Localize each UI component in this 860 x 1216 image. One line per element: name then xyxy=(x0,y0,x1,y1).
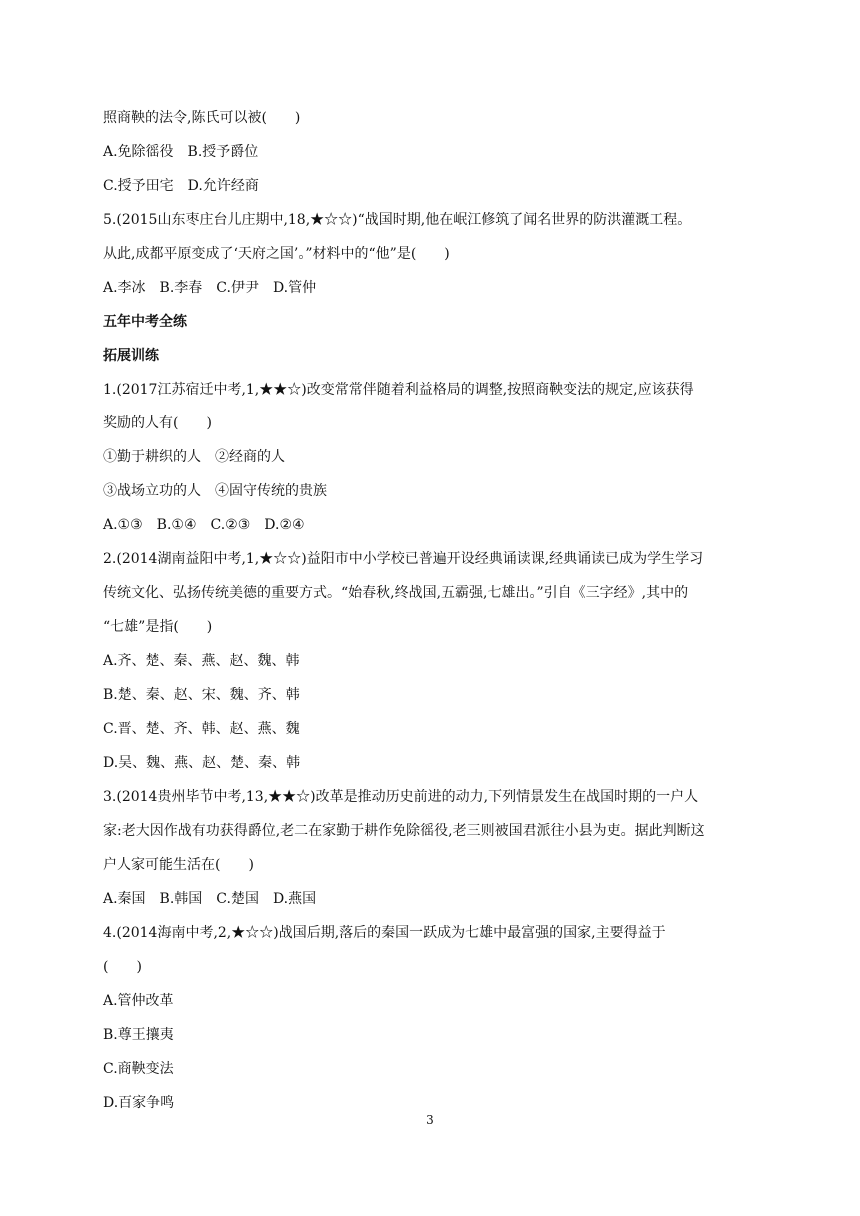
question-3: 3.(2014贵州毕节中考,13,★★☆)改革是推动历史前进的动力,下列情景发生在战国时期的一户人 xyxy=(103,789,699,805)
text-line: 传统文化、弘扬传统美德的重要方式。“始春秋,终战国,五霸强,七雄出。”引自《三字经》,其中的 xyxy=(103,585,689,601)
question-2: 2.(2014湖南益阳中考,1,★☆☆)益阳市中小学校已普遍开设经典诵读课,经典诵读已成为学生学习 xyxy=(103,551,704,567)
question-1: 1.(2017江苏宿迁中考,1,★★☆)改变常常伴随着利益格局的调整,按照商鞅变法的规定,应该获得 xyxy=(103,382,694,398)
option-line: D.百家争鸣 xyxy=(103,1095,175,1111)
text-line: 照商鞅的法令,陈氏可以被( ) xyxy=(103,110,301,126)
text-line: ( ) xyxy=(103,959,142,975)
option-line: A.管仲改革 xyxy=(103,993,174,1009)
option-line: B.楚、秦、赵、宋、魏、齐、韩 xyxy=(103,687,300,703)
option-line: ①勤于耕织的人 ②经商的人 xyxy=(103,449,285,465)
subsection-heading: 拓展训练 xyxy=(103,348,159,364)
text-line: 户人家可能生活在( ) xyxy=(103,857,254,873)
option-line: A.①③ B.①④ C.②③ D.②④ xyxy=(103,517,305,533)
text-line: 从此,成都平原变成了‘天府之国’。”材料中的“他”是( ) xyxy=(103,246,450,262)
page-number: 3 xyxy=(426,1113,434,1127)
text-line: “七雄”是指( ) xyxy=(103,619,213,635)
option-line: B.尊王攘夷 xyxy=(103,1027,174,1043)
option-line: A.齐、楚、秦、燕、赵、魏、韩 xyxy=(103,653,300,669)
option-line: C.晋、楚、齐、韩、赵、燕、魏 xyxy=(103,721,300,737)
option-line: C.商鞅变法 xyxy=(103,1061,174,1077)
option-line: C.授予田宅 D.允许经商 xyxy=(103,178,259,194)
text-line: 奖励的人有( ) xyxy=(103,415,212,431)
option-line: ③战场立功的人 ④固守传统的贵族 xyxy=(103,483,327,499)
question-5: 5.(2015山东枣庄台儿庄期中,18,★☆☆)“战国时期,他在岷江修筑了闻名世界的防洪灌溉工程。 xyxy=(103,212,692,228)
text-line: 家:老大因作战有功获得爵位,老二在家勤于耕作免除徭役,老三则被国君派往小县为吏。据此判断这 xyxy=(103,823,705,839)
option-line: A.李冰 B.李春 C.伊尹 D.管仲 xyxy=(103,280,317,296)
option-line: D.吴、魏、燕、赵、楚、秦、韩 xyxy=(103,755,301,771)
option-line: A.免除徭役 B.授予爵位 xyxy=(103,144,259,160)
question-4: 4.(2014海南中考,2,★☆☆)战国后期,落后的秦国一跃成为七雄中最富强的国家,主要得益于 xyxy=(103,925,666,941)
section-heading: 五年中考全练 xyxy=(103,314,187,330)
option-line: A.秦国 B.韩国 C.楚国 D.燕国 xyxy=(103,891,317,907)
